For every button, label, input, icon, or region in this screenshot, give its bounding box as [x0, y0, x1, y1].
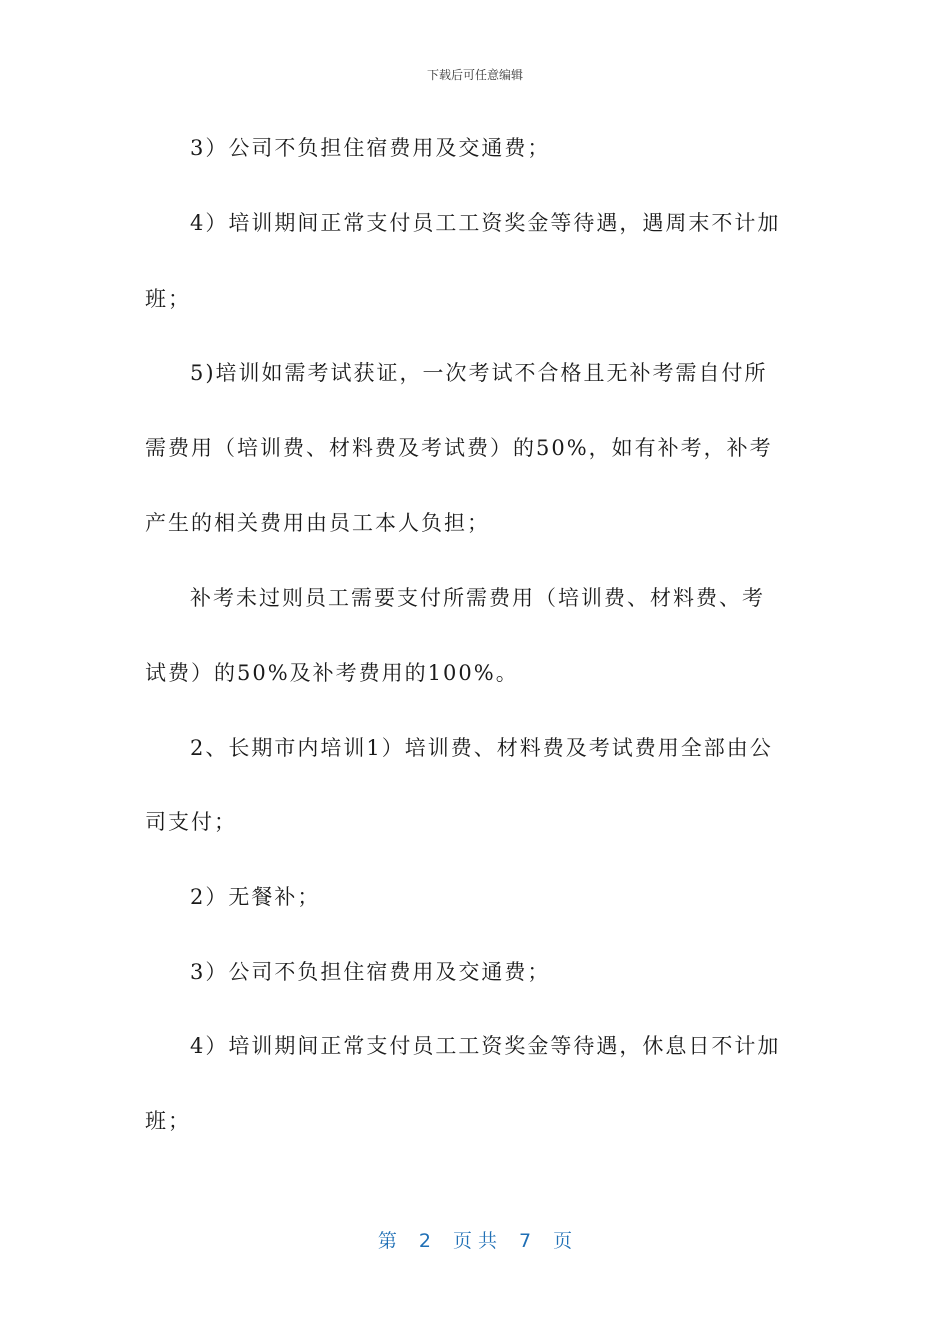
page-footer: [0, 1226, 950, 1253]
text-line: 需费用（培训费、材料费及考试费）的50%，如有补考，补考: [145, 436, 773, 460]
footer-prefix: 第: [377, 1230, 397, 1252]
text-line: 班；: [145, 1109, 191, 1133]
text-line: 3）公司不负担住宿费用及交通费；: [190, 960, 551, 984]
text-line: 3）公司不负担住宿费用及交通费；: [190, 136, 551, 160]
text-line: 试费）的50%及补考费用的100%。: [145, 661, 519, 685]
text-line: 2）无餐补；: [190, 885, 321, 909]
text-line: 产生的相关费用由员工本人负担；: [145, 511, 490, 535]
footer-middle: 页 共: [452, 1230, 498, 1252]
text-line: 2、长期市内培训1）培训费、材料费及考试费用全部由公: [190, 736, 773, 760]
text-line: 班；: [145, 287, 191, 311]
text-line: 补考未过则员工需要支付所需费用（培训费、材料费、考: [190, 586, 765, 610]
text-line: 5)培训如需考试获证，一次考试不合格且无补考需自付所: [190, 361, 768, 385]
text-line: 司支付；: [145, 810, 237, 834]
header-note: 下载后可任意编辑: [426, 68, 523, 82]
text-line: 4）培训期间正常支付员工工资奖金等待遇，休息日不计加: [190, 1034, 781, 1058]
text-line: 4）培训期间正常支付员工工资奖金等待遇，遇周末不计加: [190, 211, 781, 235]
footer-current-page: 2: [418, 1230, 431, 1252]
footer-suffix: 页: [553, 1230, 573, 1252]
footer-total-pages: 7: [519, 1230, 532, 1252]
